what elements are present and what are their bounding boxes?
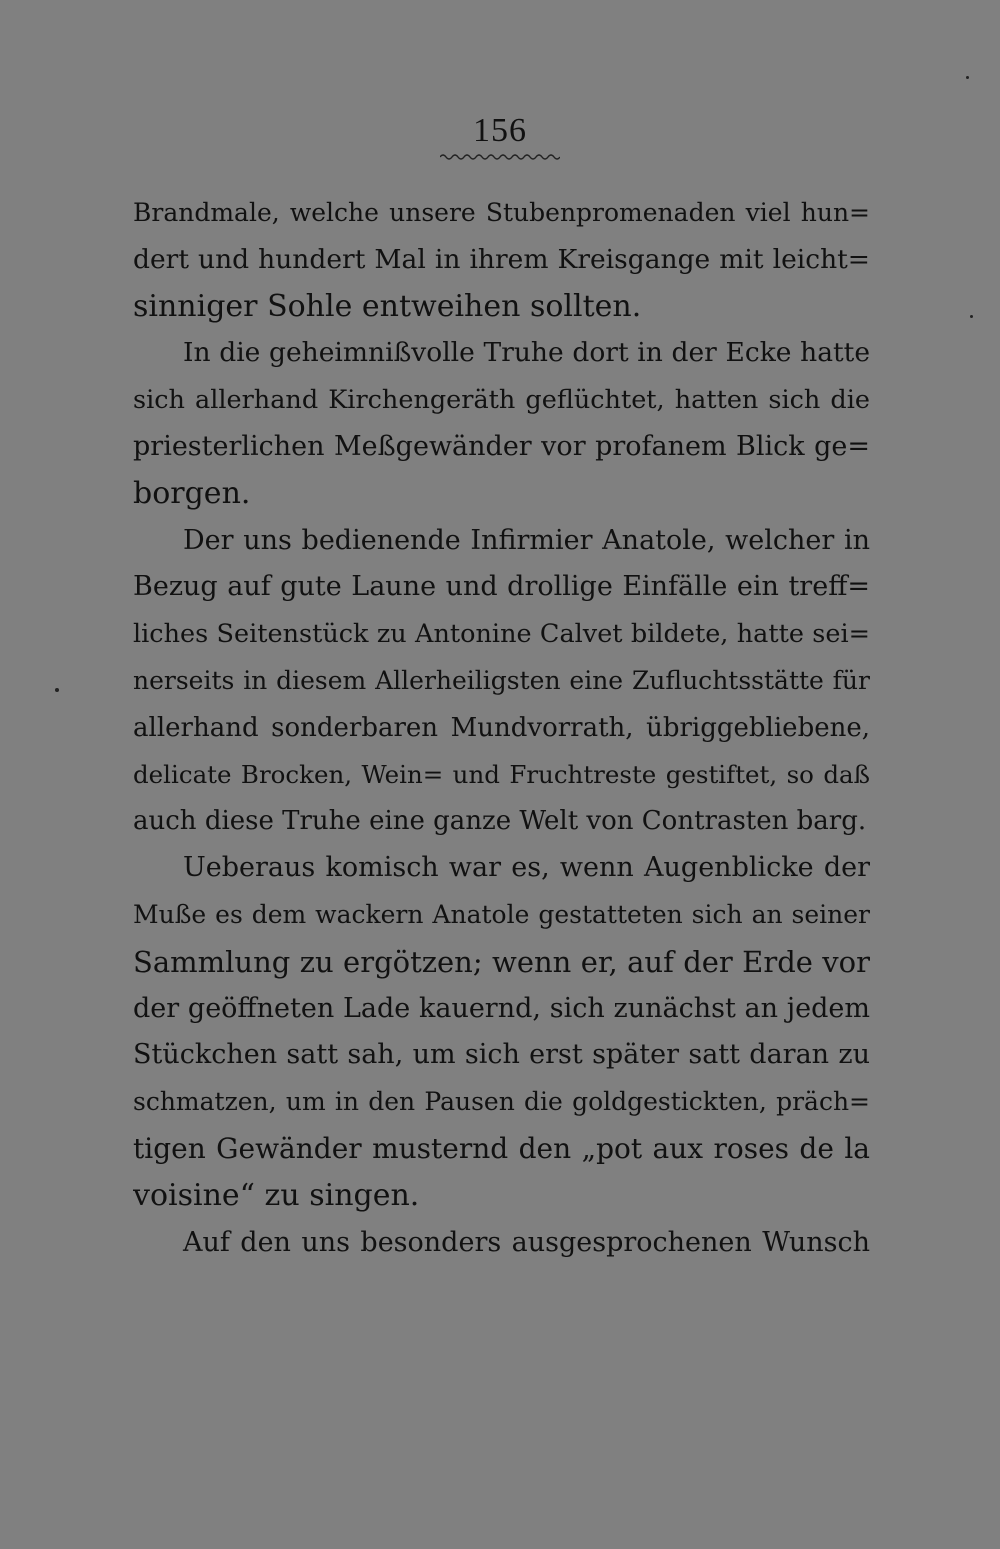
text-line: In die geheimnißvolle Truhe dort in der Ecke hatte bbox=[183, 337, 870, 369]
text-line: allerhand sonderbaren Mundvorrath, übriggebliebene, bbox=[133, 712, 870, 743]
text-line: tigen Gewänder musternd den „pot aux roses de la bbox=[133, 1131, 870, 1165]
text-line: schmatzen, um in den Pausen die goldgestickten, präch= bbox=[133, 1087, 870, 1117]
text-line: Bezug auf gute Laune und drollige Einfälle ein treff= bbox=[133, 571, 870, 603]
scan-speck bbox=[970, 315, 973, 318]
text-line: Sammlung zu ergötzen; wenn er, auf der Erde vor bbox=[133, 944, 870, 979]
decorative-wavy-rule bbox=[440, 153, 560, 161]
text-line: Muße es dem wackern Anatole gestatteten sich an seiner bbox=[133, 899, 870, 929]
text-line: voisine“ zu singen. bbox=[133, 1177, 420, 1213]
text-line: dert und hundert Mal in ihrem Kreisgange mit leicht= bbox=[133, 243, 870, 275]
text-line: Ueberaus komisch war es, wenn Augenblicke der bbox=[183, 852, 870, 884]
text-line: priesterlichen Meßgewänder vor profanem Blick ge= bbox=[133, 430, 870, 462]
text-line: liches Seitenstück zu Antonine Calvet bildete, hatte sei= bbox=[133, 619, 870, 650]
text-line: Stückchen satt sah, um sich erst später satt daran zu bbox=[133, 1039, 870, 1071]
text-line: delicate Brocken, Wein= und Fruchtreste gestiftet, so daß bbox=[133, 759, 870, 789]
text-body bbox=[133, 190, 870, 1266]
page-number: 156 bbox=[473, 112, 527, 149]
text-line: nerseits in diesem Allerheiligsten eine Zufluchtsstätte für bbox=[133, 665, 870, 695]
text-line: Brandmale, welche unsere Stubenpromenaden viel hun= bbox=[133, 198, 870, 227]
text-line: auch diese Truhe eine ganze Welt von Contrasten barg. bbox=[133, 806, 867, 837]
text-line: Der uns bedienende Infirmier Anatole, welcher in bbox=[183, 524, 870, 556]
text-line: sinniger Sohle entweihen sollten. bbox=[133, 288, 642, 324]
text-line: borgen. bbox=[133, 475, 251, 511]
text-line: Auf den uns besonders ausgesprochenen Wunsch bbox=[183, 1226, 870, 1258]
scan-speck bbox=[55, 688, 59, 692]
scan-speck bbox=[966, 76, 969, 79]
text-line: sich allerhand Kirchengeräth geflüchtet, hatten sich die bbox=[133, 385, 870, 416]
text-line: der geöffneten Lade kauernd, sich zunächst an jedem bbox=[133, 992, 870, 1024]
